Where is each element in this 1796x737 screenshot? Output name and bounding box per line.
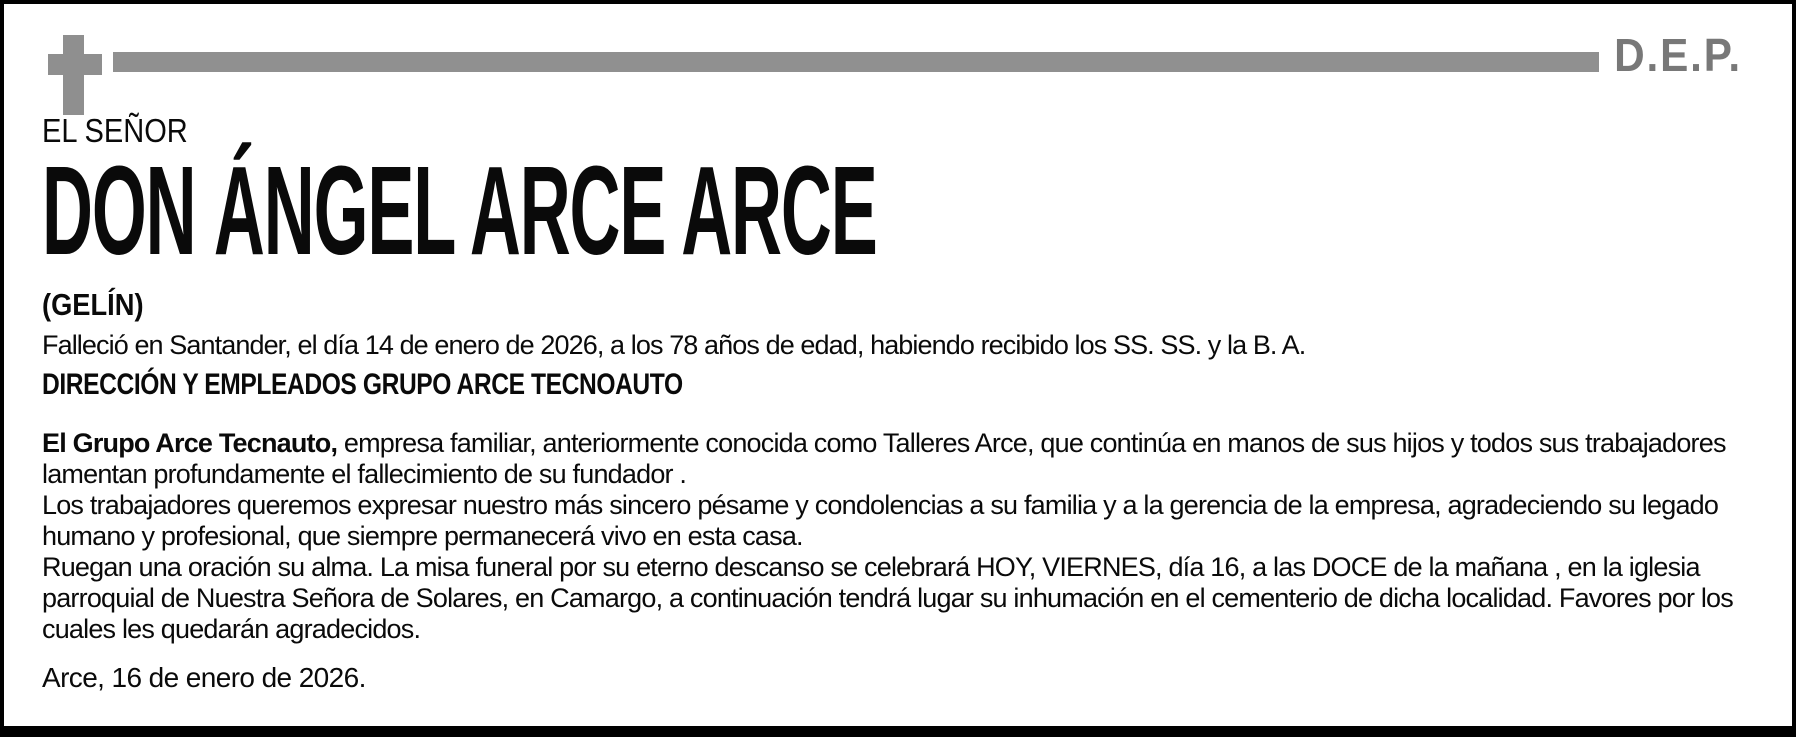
dep-label: D.E.P. <box>1614 29 1742 81</box>
deceased-nickname: (GELÍN) <box>42 287 144 322</box>
issuer-line: DIRECCIÓN Y EMPLEADOS GRUPO ARCE TECNOAUTO <box>42 368 683 401</box>
tribute-lead: El Grupo Arce Tecnauto, <box>42 428 338 458</box>
cross-icon-horizontal-bar <box>48 54 102 75</box>
funeral-details-paragraph: Ruegan una oración su alma. La misa funeral por su eterno descanso se celebrará HOY, VIERNES, día 16, a las DOCE de la mañana , en la iglesia parroquial de Nuestra Señora de Solares, en Camargo, a continuación tendrá lugar su inhumación en el cementerio de dicha localidad. Favores por los cuales les quedarán agradecidos. <box>42 552 1733 644</box>
tribute-rest: empresa familiar, anteriormente conocida como Talleres Arce, que continúa en manos de sus hijos y todos sus trabajadores lamentan profundamente el fallecimiento de su fundador . <box>42 428 1726 489</box>
cross-icon-vertical-bar <box>63 35 84 115</box>
honorific-intro: EL SEÑOR <box>42 112 188 149</box>
condolences-paragraph: Los trabajadores queremos expresar nuestro más sincero pésame y condolencias a su familia y a la gerencia de la empresa, agradeciendo su legado humano y profesional, que siempre permanecerá vivo en esta casa. <box>42 490 1719 551</box>
notice-body <box>42 112 1740 694</box>
dateline: Arce, 16 de enero de 2026. <box>42 662 366 693</box>
death-announcement: Falleció en Santander, el día 14 de enero de 2026, a los 78 años de edad, habiendo recibido los SS. SS. y la B. A. <box>42 330 1306 360</box>
header-rule <box>113 52 1599 72</box>
tribute-paragraph <box>42 428 1740 490</box>
deceased-name: DON ÁNGEL ARCE ARCE <box>42 140 877 281</box>
